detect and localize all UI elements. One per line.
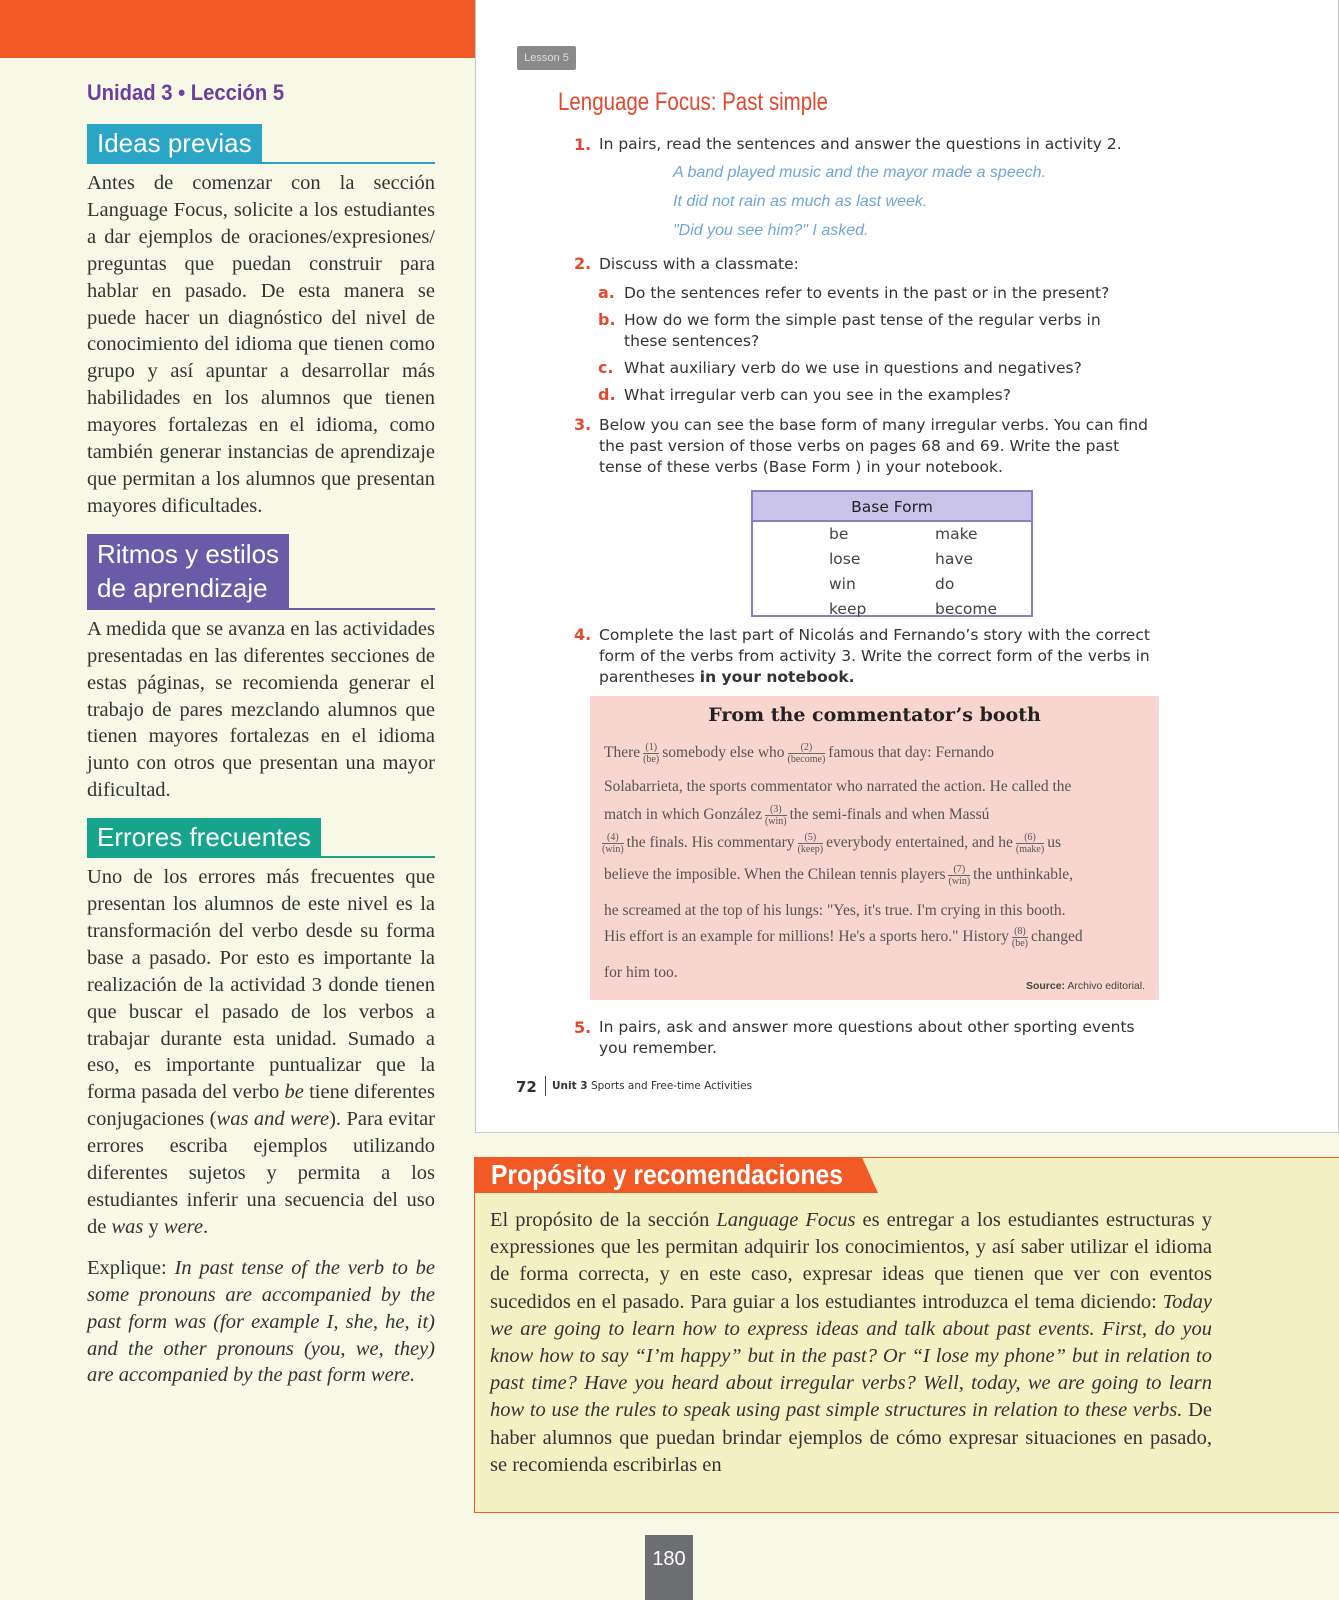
q2b-text-2: these sentences? bbox=[624, 332, 760, 350]
q2-text: Discuss with a classmate: bbox=[599, 255, 799, 273]
story-text: us bbox=[1047, 834, 1061, 852]
story-text: His effort is an example for millions! He's a sports hero." History bbox=[604, 928, 1009, 946]
story-line-7 bbox=[604, 926, 1083, 949]
explique-italic: In past tense of the verb to be some pronouns are accompanied by the past form was (for example I, she, he, it) and the other pronouns (you, we, they) are accompanied by the past form were. bbox=[87, 1256, 435, 1387]
blank-number: (5) bbox=[798, 832, 824, 844]
base-form-header: Base Form bbox=[753, 492, 1031, 522]
footer-text: Sports and Free-time Activities bbox=[590, 1080, 753, 1092]
table-row bbox=[753, 522, 1031, 547]
blank-number: (2) bbox=[788, 742, 826, 754]
q5-text-1: In pairs, ask and answer more questions about other sporting events bbox=[599, 1018, 1135, 1036]
ritmos-header bbox=[87, 534, 435, 610]
q3-text-2: the past version of those verbs on pages 68 and 69. Write the past bbox=[599, 437, 1120, 455]
blank-verb: (win) bbox=[948, 876, 971, 887]
ideas-previas-text: Antes de comenzar con la sección Language Focus, solicite a los estudiantes a dar ejemplos de oraciones/expresiones/ preguntas que puedan construir para hablar en pasado. De esta manera se puede hacer un diagnóstico del nivel de conocimiento del idioma que tienen como grupo y así apuntar a desarrollar más habilidades en los alumnos que tienen mayores fortalezas en el idioma, como también generar instancias de aprendizaje que permitan a los alumnos que presentan mayores dificultades. bbox=[87, 172, 435, 517]
explique-label: Explique: bbox=[87, 1256, 167, 1279]
q2c-letter: c. bbox=[598, 358, 614, 377]
blank-2 bbox=[788, 742, 826, 765]
unit-lesson-label: Unidad 3 • Lección 5 bbox=[87, 80, 285, 105]
footer-divider bbox=[545, 1076, 546, 1096]
errores-was-were: was and were bbox=[216, 1108, 330, 1131]
q2a-letter: a. bbox=[598, 283, 615, 302]
q2c-text: What auxiliary verb do we use in questions and negatives? bbox=[624, 359, 1082, 377]
story-text: the semi-finals and when Massú bbox=[789, 806, 990, 824]
table-cell: lose bbox=[829, 550, 861, 568]
errores-text-b: tiene diferentes conjugaciones ( bbox=[87, 1081, 436, 1131]
errores-text: Uno de los errores más frecuentes que presentan los alumnos de este nivel es la transformación del verbo desde su forma base a pasado. Por esto es importante la realización de la actividad 3 donde tienen que buscar el pasado de los verbos a trabajar durante esta unidad. Sumado a eso, es importante puntualizar que la forma pasada del verbo be tiene diferentes conjugaciones (was and were). Para evitar errores escriba ejemplos utilizando diferentes sujetos y permita a los estudiantes inferir una secuencia del uso de was y were. bbox=[87, 866, 436, 1238]
blank-verb: (win) bbox=[764, 816, 787, 827]
story-text: famous that day: Fernando bbox=[828, 744, 995, 762]
story-line-4 bbox=[602, 832, 1061, 855]
table-row bbox=[753, 597, 1031, 622]
language-focus-title: Lenguage Focus: Past simple bbox=[558, 88, 829, 116]
story-text: the finals. His commentary bbox=[626, 834, 795, 852]
errores-be: be bbox=[284, 1081, 304, 1104]
base-form-table bbox=[751, 490, 1033, 617]
teacher-notes-column bbox=[87, 80, 435, 1403]
blank-4 bbox=[602, 832, 624, 855]
story-text: believe the imposible. When the Chilean tennis players bbox=[604, 866, 946, 884]
blank-verb: (be) bbox=[1011, 938, 1028, 949]
story-line-1 bbox=[604, 742, 994, 765]
q2d-letter: d. bbox=[598, 385, 616, 404]
proposito-title: Propósito y recomendaciones bbox=[491, 1159, 843, 1190]
blank-verb: (win) bbox=[602, 844, 624, 855]
example-2: It did not rain as much as last week. bbox=[673, 193, 928, 210]
blank-6 bbox=[1016, 832, 1044, 855]
proposito-italic: Today we are going to learn how to express ideas and talk about past events. First, do you know how to say “I’m happy” but in the past? Or “I lose my phone” but in relation to past time? Have you heard about irregular verbs? Well, today, we are going to learn how to use the rules to speak using past simple structures in relation to these verbs. bbox=[490, 1290, 1212, 1422]
q2b-letter: b. bbox=[598, 310, 616, 329]
example-3: "Did you see him?" I asked. bbox=[673, 222, 869, 239]
table-cell: win bbox=[829, 575, 856, 593]
errores-text-c: ). Para evitar errores escriba ejemplos utilizando diferentes sujetos y permita a los estudiantes inferir una secuencia del uso de bbox=[87, 1108, 435, 1238]
q4-number: 4. bbox=[574, 625, 592, 644]
q4-text-3b: in your notebook. bbox=[699, 668, 855, 686]
table-cell: make bbox=[935, 525, 978, 543]
story-text: There bbox=[604, 744, 641, 762]
story-text: somebody else who bbox=[662, 744, 785, 762]
explique-text bbox=[87, 1255, 435, 1390]
source-label: Source: bbox=[1025, 980, 1066, 992]
blank-8 bbox=[1012, 926, 1028, 949]
errores-were: were bbox=[163, 1215, 203, 1238]
table-cell: become bbox=[935, 600, 998, 618]
story-title: From the commentator’s booth bbox=[708, 704, 1041, 726]
q2a-text: Do the sentences refer to events in the past or in the present? bbox=[624, 284, 1110, 302]
blank-7 bbox=[948, 864, 970, 887]
table-cell: have bbox=[935, 550, 974, 568]
student-book-page bbox=[475, 0, 1339, 1133]
table-cell: be bbox=[829, 525, 849, 543]
q4-text-2: form of the verbs from activity 3. Write the correct form of the verbs in bbox=[599, 647, 1150, 665]
proposito-language-focus: Language Focus bbox=[716, 1209, 856, 1231]
commentator-story-box bbox=[590, 696, 1159, 1000]
page-number: 180 bbox=[645, 1535, 693, 1600]
q3-number: 3. bbox=[574, 415, 592, 434]
q2d-text: What irregular verb can you see in the examples? bbox=[624, 386, 1011, 404]
story-line-6: he screamed at the top of his lungs: "Yes, it's true. I'm crying in this booth. bbox=[604, 902, 1066, 919]
errores-text-a: Uno de los errores más frecuentes que presentan los alumnos de este nivel es la transformación del verbo desde su forma base a pasado. Por esto es importante la realización de la actividad 3 donde tienen que buscar el pasado de los verbos a trabajar durante esta unidad. Sumado a eso, es importante puntualizar que la forma pasada del verbo bbox=[87, 866, 435, 1104]
blank-number: (1) bbox=[643, 742, 659, 754]
blank-verb: (keep) bbox=[797, 844, 824, 855]
errores-title: Errores frecuentes bbox=[87, 818, 321, 856]
blank-5 bbox=[798, 832, 824, 855]
blank-number: (6) bbox=[1016, 832, 1044, 844]
proposito-text-b: es entregar a los estudiantes estructuras y expressiones que les permitan adquirir los conocimientos, y así saber utilizar el idioma de forma correcta, y en este caso, expresar ideas que tienen que ver con eventos sucedidos en el pasado. Para guiar a los estudiantes introduzca el tema diciendo: bbox=[490, 1209, 1213, 1313]
proposito-text-c: De haber alumnos que puedan brindar ejemplos de cómo expresar situaciones en pasado, se recomienda escribirlas en bbox=[490, 1399, 1212, 1476]
q3-text-1: Below you can see the base form of many irregular verbs. You can find bbox=[599, 416, 1148, 434]
blank-3 bbox=[765, 804, 787, 827]
blank-number: (4) bbox=[602, 832, 624, 844]
story-line-2: Solabarrieta, the sports commentator who narrated the action. He called the bbox=[604, 778, 1072, 795]
lesson-tag: Lesson 5 bbox=[517, 46, 576, 70]
q5-number: 5. bbox=[574, 1018, 592, 1037]
story-text: everybody entertained, and he bbox=[826, 834, 1013, 852]
blank-verb: (make) bbox=[1015, 844, 1045, 855]
blank-number: (3) bbox=[765, 804, 787, 816]
story-text: the unthinkable, bbox=[973, 866, 1074, 884]
q2-number: 2. bbox=[574, 254, 592, 273]
story-text: match in which González bbox=[604, 806, 762, 824]
q4-text-1: Complete the last part of Nicolás and Fernando’s story with the correct bbox=[599, 626, 1150, 644]
errores-header bbox=[87, 818, 435, 858]
blank-number: (7) bbox=[948, 864, 970, 876]
story-source bbox=[1026, 980, 1145, 992]
ideas-previas-title: Ideas previas bbox=[87, 124, 262, 162]
table-row bbox=[753, 547, 1031, 572]
ritmos-title-line2: de aprendizaje bbox=[97, 571, 279, 605]
story-line-8: for him too. bbox=[604, 964, 678, 981]
errores-was: was bbox=[111, 1215, 144, 1238]
q3-text-3: tense of these verbs (Base Form ) in your notebook. bbox=[599, 458, 1003, 476]
blank-verb: (be) bbox=[643, 754, 660, 765]
ritmos-text: A medida que se avanza en las actividades presentadas en las diferentes secciones de estas páginas, se recomienda generar el trabajo de pares mezclando alumnos que tienen mayores fortalezas en el idioma junto con otros que presentan una mayor dificultad. bbox=[87, 617, 435, 802]
q4-text-3a: parentheses bbox=[599, 668, 695, 686]
blank-number: (8) bbox=[1012, 926, 1028, 938]
proposito-text-a: El propósito de la sección bbox=[490, 1209, 710, 1231]
q4-text-3 bbox=[599, 667, 855, 688]
ritmos-title-line1: Ritmos y estilos bbox=[97, 538, 280, 569]
q5-text-2: you remember. bbox=[599, 1039, 717, 1057]
blank-1 bbox=[643, 742, 659, 765]
top-orange-bar bbox=[0, 0, 475, 58]
blank-verb: (become) bbox=[787, 754, 826, 765]
book-page-number: 72 bbox=[516, 1078, 537, 1096]
q2b-text-1: How do we form the simple past tense of the regular verbs in bbox=[624, 311, 1101, 329]
table-cell: do bbox=[935, 575, 955, 593]
errores-y: y bbox=[148, 1215, 159, 1238]
story-line-3 bbox=[604, 804, 989, 827]
story-line-5 bbox=[604, 864, 1073, 887]
q1-text: In pairs, read the sentences and answer the questions in activity 2. bbox=[599, 135, 1122, 153]
story-text: changed bbox=[1030, 928, 1083, 946]
book-footer bbox=[552, 1080, 752, 1092]
table-row bbox=[753, 572, 1031, 597]
footer-unit: Unit 3 bbox=[552, 1080, 588, 1092]
example-1: A band played music and the mayor made a speech. bbox=[673, 164, 1046, 181]
source-text: Archivo editorial. bbox=[1067, 980, 1145, 992]
q1-number: 1. bbox=[574, 135, 592, 154]
table-cell: keep bbox=[829, 600, 867, 618]
ideas-previas-header bbox=[87, 124, 435, 164]
ritmos-title bbox=[87, 534, 289, 608]
proposito-text bbox=[490, 1207, 1212, 1479]
